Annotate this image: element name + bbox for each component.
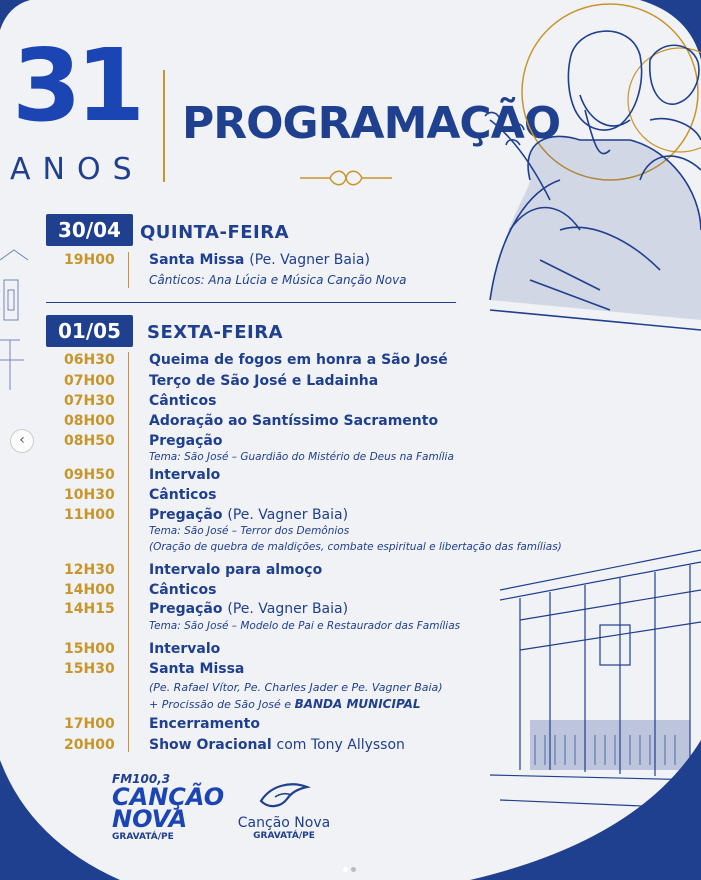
day1-date-badge: 30/04 <box>46 214 133 246</box>
schedule-note-2 <box>149 697 421 711</box>
day2-weekday: SEXTA-FEIRA <box>147 322 283 343</box>
item-title-text: Pregação <box>149 507 223 523</box>
item-detail-text: (Pe. Vagner Baia) <box>227 601 349 617</box>
schedule-time: 15H00 <box>64 641 115 657</box>
schedule-time: 12H30 <box>64 562 115 578</box>
brand-city: GRAVATÁ/PE <box>253 831 315 841</box>
radio-city: GRAVATÁ/PE <box>112 832 174 842</box>
day-separator <box>46 302 456 303</box>
schedule-title: Pregação <box>149 433 223 449</box>
note-highlight: BANDA MUNICIPAL <box>294 697 421 711</box>
anniversary-number: 31 <box>12 27 140 144</box>
schedule-title <box>149 507 348 523</box>
brand-name: Canção Nova <box>237 815 331 831</box>
saint-joseph-illustration <box>470 0 701 350</box>
schedule-note: (Pe. Rafael Vítor, Pe. Charles Jader e Pe. Vagner Baia) <box>149 681 443 694</box>
schedule-time: 20H00 <box>64 737 115 753</box>
item-title-text: Show Oracional <box>149 737 272 753</box>
schedule-title: Intervalo para almoço <box>149 562 323 578</box>
schedule-time: 11H00 <box>64 507 115 523</box>
schedule-time: 17H00 <box>64 716 115 732</box>
brand-logo <box>236 779 332 841</box>
note-text: + Procissão de São José e <box>149 698 292 711</box>
schedule-title: Adoração ao Santíssimo Sacramento <box>149 413 439 429</box>
schedule-note: Tema: São José – Modelo de Pai e Restaurador das Famílias <box>149 620 461 632</box>
radio-name-1: CANÇÃO <box>112 783 225 811</box>
schedule-title: Terço de São José e Ladainha <box>149 373 379 389</box>
item-title-text: Pregação <box>149 601 223 617</box>
chevron-left-icon[interactable]: ‹ <box>10 429 34 453</box>
schedule-time: 14H15 <box>64 601 115 617</box>
page-title: PROGRAMAÇÃO <box>182 98 561 149</box>
schedule-title: Cânticos <box>149 487 217 503</box>
anniversary-label: ANOS <box>10 152 144 187</box>
schedule-time: 07H30 <box>64 393 115 409</box>
flourish-icon <box>300 167 392 189</box>
radio-logo <box>112 772 225 842</box>
item-detail-text: (Pe. Vagner Baia) <box>249 252 370 268</box>
day1-item-note: Cânticos: Ana Lúcia e Música Canção Nova <box>149 273 407 287</box>
day2-date-badge: 01/05 <box>46 315 133 347</box>
pavilion-illustration <box>490 540 701 820</box>
day1-time-divider <box>128 252 129 288</box>
schedule-time: 06H30 <box>64 352 115 368</box>
carousel-dot[interactable] <box>351 867 356 872</box>
day1-item-time: 19H00 <box>64 252 115 268</box>
schedule-time: 15H30 <box>64 661 115 677</box>
schedule-title <box>149 737 405 753</box>
item-detail-text: com Tony Allysson <box>276 737 405 753</box>
schedule-title: Intervalo <box>149 641 221 657</box>
schedule-title: Cânticos <box>149 393 217 409</box>
radio-name-2: NOVA <box>112 805 188 833</box>
schedule-title: Santa Missa <box>149 661 245 677</box>
schedule-title: Queima de fogos em honra a São José <box>149 352 448 368</box>
carousel-dot-active[interactable] <box>343 867 348 872</box>
day2-time-divider <box>128 352 129 752</box>
header-divider <box>163 70 165 182</box>
schedule-title: Cânticos <box>149 582 217 598</box>
day1-weekday: QUINTA-FEIRA <box>140 222 290 243</box>
schedule-time: 14H00 <box>64 582 115 598</box>
schedule-time: 09H50 <box>64 467 115 483</box>
day1-item-title <box>149 252 370 268</box>
schedule-time: 08H50 <box>64 433 115 449</box>
carousel-dots <box>343 857 359 876</box>
radio-frequency: FM100,3 <box>112 772 171 786</box>
schedule-time: 10H30 <box>64 487 115 503</box>
schedule-note-2: (Oração de quebra de maldições, combate espiritual e libertação das famílias) <box>149 541 562 553</box>
schedule-note: Tema: São José – Terror dos Demônios <box>149 525 350 537</box>
item-detail-text: (Pe. Vagner Baia) <box>227 507 349 523</box>
schedule-title: Encerramento <box>149 716 260 732</box>
item-title-text: Santa Missa <box>149 252 245 268</box>
schedule-time: 08H00 <box>64 413 115 429</box>
schedule-title <box>149 601 348 617</box>
schedule-title: Intervalo <box>149 467 221 483</box>
dove-icon <box>257 779 311 811</box>
left-building-sketch <box>0 240 30 400</box>
schedule-note: Tema: São José – Guardião do Mistério de Deus na Família <box>149 451 454 463</box>
schedule-time: 07H00 <box>64 373 115 389</box>
